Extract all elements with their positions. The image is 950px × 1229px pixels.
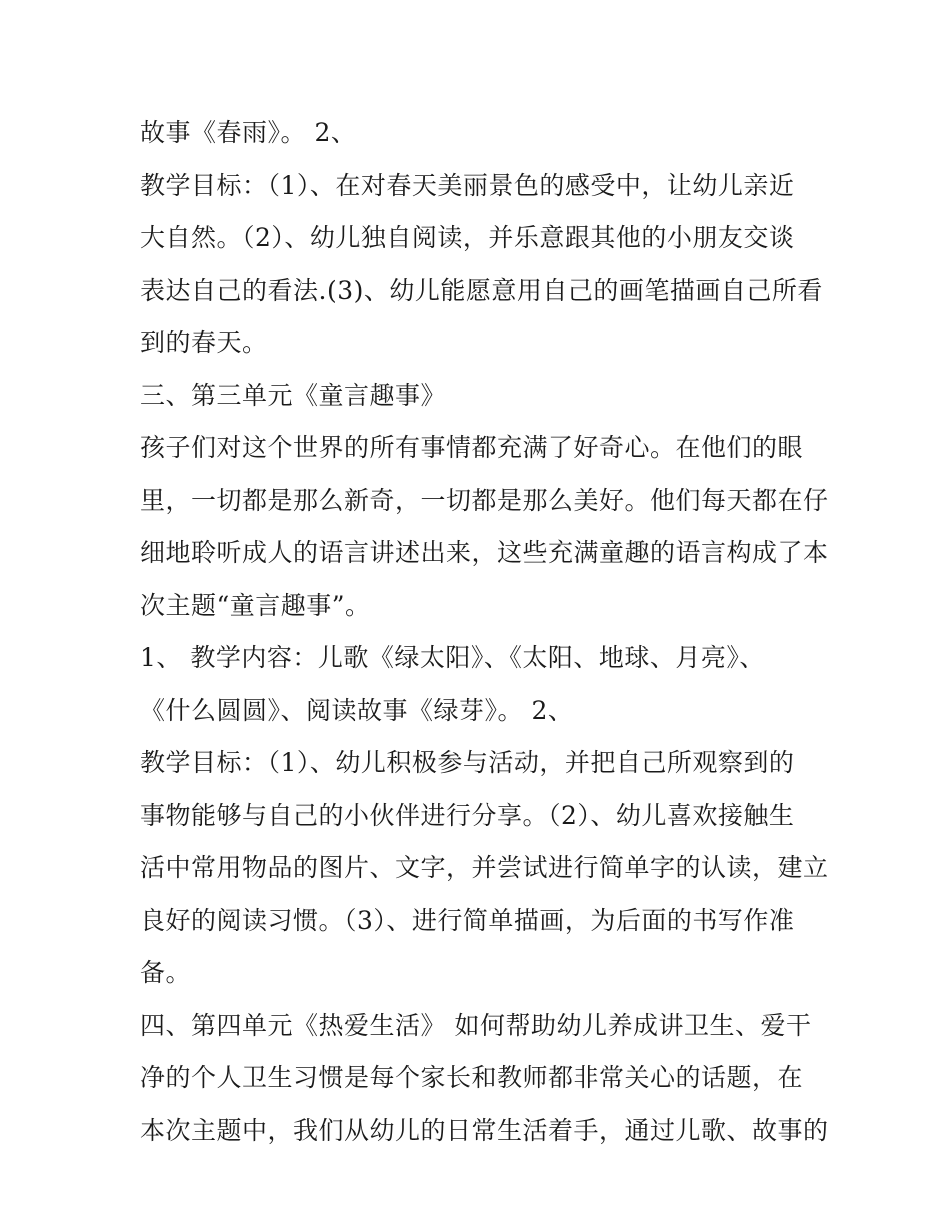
text-line: 细地聆听成人的语言讲述出来，这些充满童趣的语言构成了本 <box>140 538 829 567</box>
text-line: 到的春天。 <box>140 328 268 357</box>
text-line: 里，一切都是那么新奇，一切都是那么美好。他们每天都在仔 <box>140 485 829 515</box>
text-line: 活中常用物品的图片、文字，并尝试进行简单字的认读，建立 <box>140 853 829 882</box>
text-line: 表达自己的看法.(3)、幼儿能愿意用自己的画笔描画自己所看 <box>140 275 823 305</box>
text-line: 教学目标：（1）、在对春天美丽景色的感受中，让幼儿亲近 <box>140 170 795 200</box>
text-line: 本次主题中，我们从幼儿的日常生活着手，通过儿歌、故事的 <box>140 1115 829 1145</box>
section-heading: 四、第四单元《热爱生活》 如何帮助幼儿养成讲卫生、爱干 <box>140 1010 812 1040</box>
text-line: 大自然。（2）、幼儿独自阅读，并乐意跟其他的小朋友交谈 <box>140 223 795 252</box>
section-heading: 三、第三单元《童言趣事》 <box>140 380 447 410</box>
text-line: 良好的阅读习惯。（3）、进行简单描画，为后面的书写作准 <box>140 905 795 935</box>
body-text <box>140 107 829 1157</box>
text-line: 教学目标：（1）、幼儿积极参与活动，并把自己所观察到的 <box>140 748 795 777</box>
text-line: 孩子们对这个世界的所有事情都充满了好奇心。在他们的眼 <box>140 433 804 462</box>
text-line: 故事《春雨》。 2、 <box>140 118 357 147</box>
text-line: 备。 <box>140 958 192 987</box>
text-line: 事物能够与自己的小伙伴进行分享。（2）、幼儿喜欢接触生 <box>140 800 795 830</box>
text-line: 次主题“童言趣事”。 <box>140 590 371 620</box>
text-line: 《什么圆圆》、阅读故事《绿芽》。 2、 <box>140 695 574 725</box>
text-line: 1、 教学内容：儿歌《绿太阳》、《太阳、地球、月亮》、 <box>140 643 765 672</box>
text-line: 净的个人卫生习惯是每个家长和教师都非常关心的话题，在 <box>140 1063 804 1092</box>
